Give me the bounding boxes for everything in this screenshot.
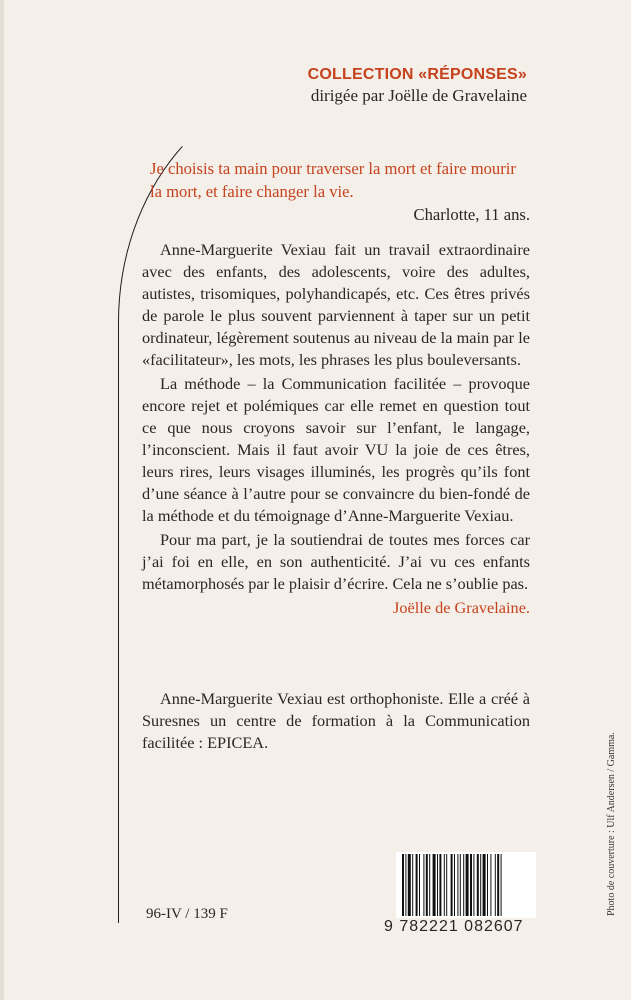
page-edge bbox=[0, 0, 4, 1000]
quote-text: Je choisis ta main pour traverser la mort et faire mourir la mort, et faire changer la vie. bbox=[150, 159, 516, 201]
collection-header bbox=[308, 66, 527, 106]
epigraph-quote bbox=[150, 157, 530, 226]
collection-editor: dirigée par Joëlle de Gravelaine bbox=[310, 86, 527, 105]
author-bio-text: Anne-Marguerite Vexiau est orthophoniste. Elle a créé à Suresnes un centre de formation à la Communication facilitée : EPICEA. bbox=[142, 689, 530, 752]
blurb-paragraph: Anne-Marguerite Vexiau fait un travail extraordinaire avec des enfants, des adolescents, voire des adultes, autistes, trisomiques, polyhandicapés, etc. Ces êtres privés de parole le plus souvent parviennent à taper sur un petit ordinateur, légèrement soutenus au niveau de la main par le «facilitateur», les mots, les phrases les plus bouleversants. bbox=[142, 240, 530, 369]
quote-author: Charlotte, 11 ans. bbox=[413, 205, 530, 224]
blurb bbox=[142, 239, 530, 619]
blurb-signature: Joëlle de Gravelaine. bbox=[393, 598, 530, 617]
collection-title: COLLECTION «RÉPONSES» bbox=[307, 66, 527, 83]
price-code: 96-IV / 139 F bbox=[146, 906, 228, 922]
blurb-paragraph: Pour ma part, je la soutiendrai de toutes mes forces car j’ai foi en elle, en son authenticité. J’ai vu ces enfants métamorphosés par le plaisir d’écrire. Cela ne s’oublie pas. bbox=[142, 530, 530, 593]
photo-credit: Photo de couverture : Ulf Andersen / Gamma. bbox=[606, 732, 617, 916]
author-bio bbox=[142, 688, 530, 754]
isbn-digits: 9 782221 082607 bbox=[384, 918, 524, 935]
barcode bbox=[396, 852, 536, 918]
blurb-paragraph: La méthode – la Communication facilitée – provoque encore rejet et polémiques car elle remet en question tout ce que nous croyons savoir sur l’enfant, le langage, l’inconscient. Mais il faut avoir VU la joie de ces êtres, leurs rires, leurs visages illuminés, les progrès qu’ils font d’une séance à l’autre pour se convaincre du bien-fondé de la méthode et du témoignage d’Anne-Marguerite Vexiau. bbox=[142, 374, 530, 525]
